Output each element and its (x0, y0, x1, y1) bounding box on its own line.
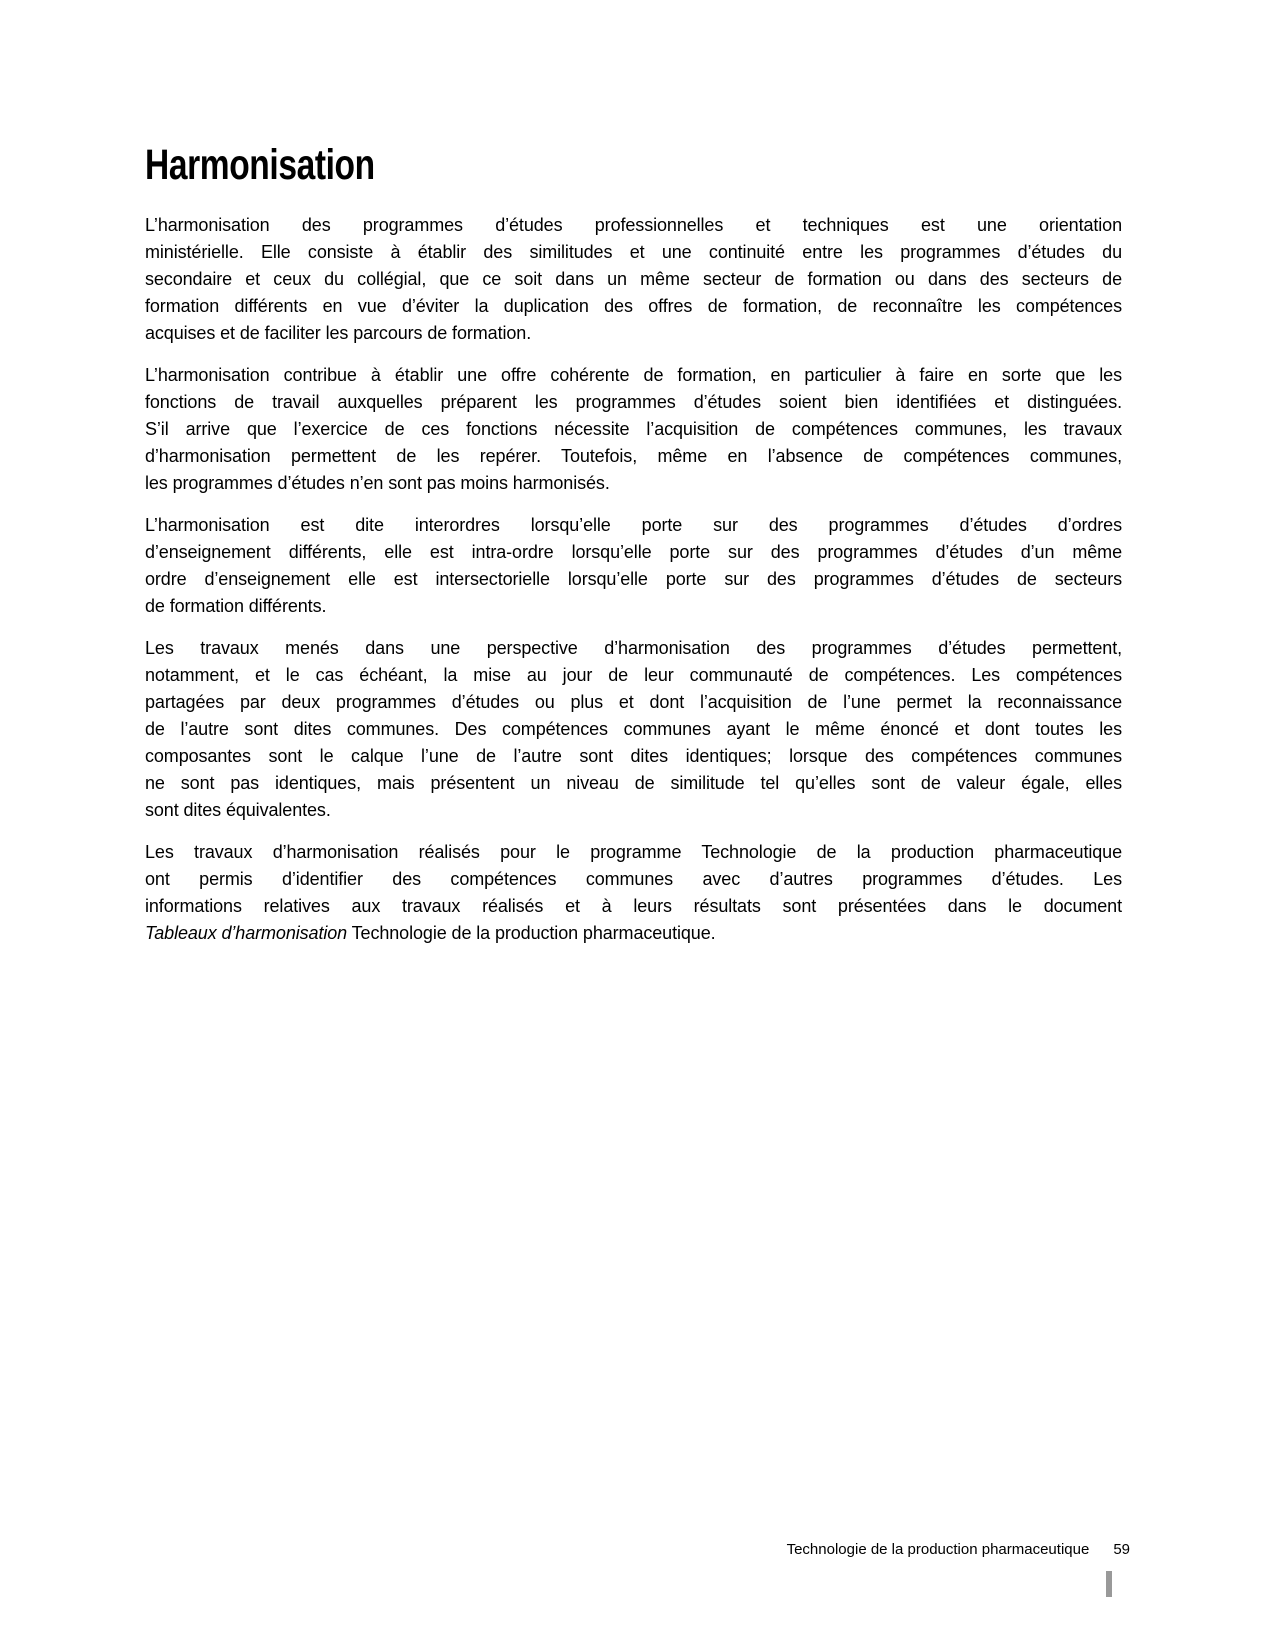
text-segment: Technologie de la production pharmaceutique. (347, 923, 716, 943)
text-line (145, 689, 1122, 716)
text-segment: fonctions de travail auxquelles préparent les programmes d’études soient bien identifiées et distinguées. (145, 392, 1122, 412)
text-line (145, 416, 1122, 443)
text-segment: les programmes d’études n’en sont pas moins harmonisés. (145, 473, 610, 493)
footer-document-title: Technologie de la production pharmaceutique (786, 1541, 1090, 1558)
text-segment: L’harmonisation des programmes d’études professionnelles et techniques est une orientation (145, 215, 1122, 235)
text-line (145, 743, 1122, 770)
italic-text-segment: Tableaux d’harmonisation (145, 923, 348, 943)
text-segment: S’il arrive que l’exercice de ces fonctions nécessite l’acquisition de compétences communes, les travaux (145, 419, 1122, 439)
paragraph (145, 212, 1122, 347)
text-line (145, 266, 1122, 293)
footer-accent-bar (1106, 1571, 1112, 1597)
text-segment: partagées par deux programmes d’études ou plus et dont l’acquisition de l’une permet la reconnaissance (145, 692, 1122, 712)
text-segment: Les travaux menés dans une perspective d’harmonisation des programmes d’études permettent, (145, 638, 1122, 658)
text-line (145, 716, 1122, 743)
text-segment: Les travaux d’harmonisation réalisés pour le programme Technologie de la production pharmaceutique (145, 842, 1122, 862)
text-segment: ont permis d’identifier des compétences communes avec d’autres programmes d’études. Les (145, 869, 1122, 889)
text-segment: composantes sont le calque l’une de l’autre sont dites identiques; lorsque des compétences communes (145, 746, 1122, 766)
text-line (145, 470, 1122, 497)
text-segment: d’enseignement différents, elle est intra-ordre lorsqu’elle porte sur des programmes d’études d’un même (145, 542, 1122, 562)
text-line (145, 443, 1122, 470)
text-segment: formation différents en vue d’éviter la duplication des offres de formation, de reconnaître les compétences (145, 296, 1122, 316)
text-line (145, 293, 1122, 320)
document-body (145, 212, 1122, 947)
text-line (145, 797, 1122, 824)
text-line (145, 389, 1122, 416)
text-segment: sont dites équivalentes. (145, 800, 331, 820)
paragraph (145, 512, 1122, 620)
text-segment: ne sont pas identiques, mais présentent un niveau de similitude tel qu’elles sont de valeur égale, elles (145, 773, 1122, 793)
footer-page-number: 59 (1113, 1541, 1130, 1558)
text-segment: de l’autre sont dites communes. Des compétences communes ayant le même énoncé et dont toutes les (145, 719, 1122, 739)
text-segment: acquises et de faciliter les parcours de formation. (145, 323, 532, 343)
text-segment: L’harmonisation contribue à établir une offre cohérente de formation, en particulier à faire en sorte que les (145, 365, 1122, 385)
page-title: Harmonisation (145, 141, 375, 189)
text-line (145, 512, 1122, 539)
page-footer (787, 1541, 1130, 1559)
text-segment: secondaire et ceux du collégial, que ce soit dans un même secteur de formation ou dans des secteurs de (145, 269, 1122, 289)
text-line (145, 566, 1122, 593)
text-segment: informations relatives aux travaux réalisés et à leurs résultats sont présentées dans le document (145, 896, 1122, 916)
text-line (145, 893, 1122, 920)
text-segment: notamment, et le cas échéant, la mise au jour de leur communauté de compétences. Les compétences (145, 665, 1122, 685)
paragraph (145, 635, 1122, 824)
text-line (145, 920, 1122, 947)
text-line (145, 635, 1122, 662)
text-line (145, 320, 1122, 347)
text-line (145, 662, 1122, 689)
text-line (145, 212, 1122, 239)
text-line (145, 362, 1122, 389)
text-line (145, 593, 1122, 620)
text-segment: L’harmonisation est dite interordres lorsqu’elle porte sur des programmes d’études d’ordres (145, 515, 1122, 535)
text-line (145, 866, 1122, 893)
text-line (145, 839, 1122, 866)
text-segment: ordre d’enseignement elle est intersectorielle lorsqu’elle porte sur des programmes d’études de secteurs (145, 569, 1122, 589)
text-segment: ministérielle. Elle consiste à établir des similitudes et une continuité entre les programmes d’études du (145, 242, 1122, 262)
paragraph (145, 839, 1122, 947)
text-line (145, 539, 1122, 566)
text-segment: d’harmonisation permettent de les repérer. Toutefois, même en l’absence de compétences communes, (145, 446, 1122, 466)
text-line (145, 770, 1122, 797)
paragraph (145, 362, 1122, 497)
text-segment: de formation différents. (145, 596, 327, 616)
text-line (145, 239, 1122, 266)
